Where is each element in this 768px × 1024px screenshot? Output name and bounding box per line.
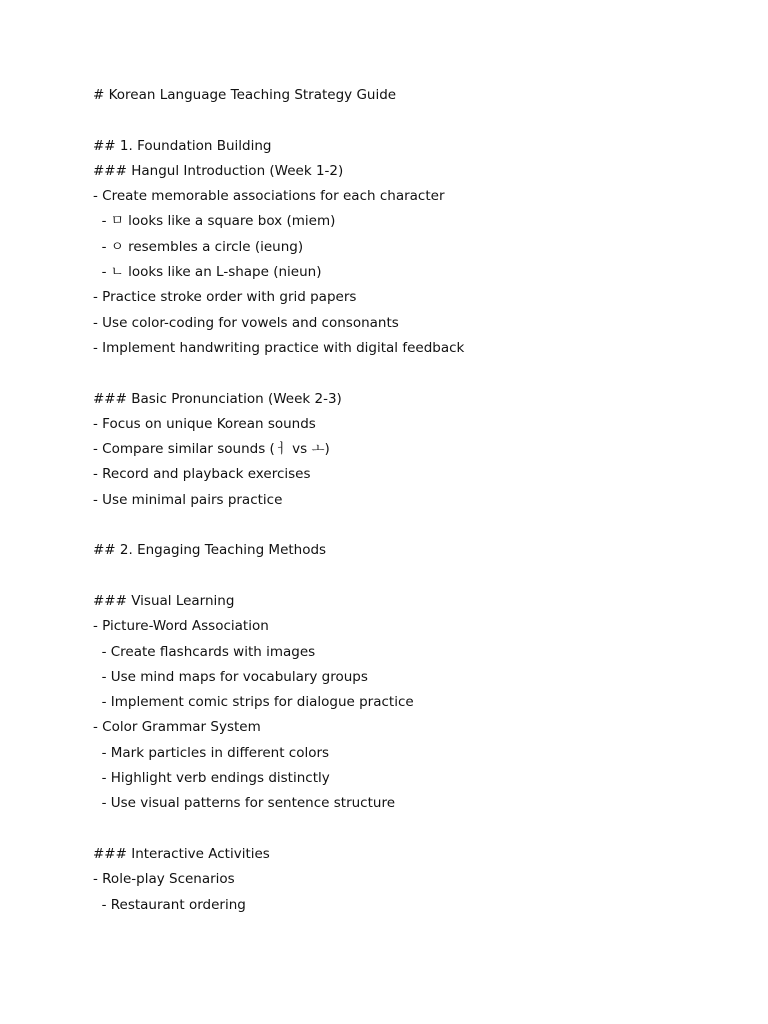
blank-line bbox=[93, 109, 733, 134]
list-item: - Picture-Word Association bbox=[93, 618, 269, 635]
blank-line bbox=[93, 818, 733, 843]
section-heading: ## 2. Engaging Teaching Methods bbox=[93, 542, 327, 559]
list-item: - Compare similar sounds (ㅓ vs ㅗ) bbox=[93, 441, 330, 458]
subsection-heading: ### Visual Learning bbox=[93, 592, 235, 609]
subsection-heading: ### Interactive Activities bbox=[93, 845, 270, 862]
blank-line bbox=[93, 514, 733, 539]
list-item: - Record and playback exercises bbox=[93, 466, 311, 483]
sub-list-item: - Restaurant ordering bbox=[93, 896, 246, 913]
subsection-heading: ### Basic Pronunciation (Week 2-3) bbox=[93, 390, 342, 407]
sub-list-item: - ㅇ resembles a circle (ieung) bbox=[93, 238, 304, 255]
sub-list-item: - Mark particles in different colors bbox=[93, 744, 330, 761]
sub-list-item: - Use mind maps for vocabulary groups bbox=[93, 668, 368, 685]
list-item: - Use minimal pairs practice bbox=[93, 491, 283, 508]
sub-list-item: - Implement comic strips for dialogue practice bbox=[93, 694, 414, 711]
blank-line bbox=[93, 565, 733, 590]
list-item: - Color Grammar System bbox=[93, 719, 261, 736]
list-item: - Practice stroke order with grid papers bbox=[93, 289, 357, 306]
subsection-heading: ### Hangul Introduction (Week 1-2) bbox=[93, 162, 344, 179]
section-heading: ## 1. Foundation Building bbox=[93, 137, 272, 154]
blank-line bbox=[93, 362, 733, 387]
list-item: - Create memorable associations for each character bbox=[93, 188, 445, 205]
document-title: # Korean Language Teaching Strategy Guide bbox=[93, 87, 397, 103]
sub-list-item: - Highlight verb endings distinctly bbox=[93, 770, 330, 787]
list-item: - Implement handwriting practice with digital feedback bbox=[93, 339, 465, 356]
list-item: - Use color-coding for vowels and consonants bbox=[93, 314, 399, 331]
document-page bbox=[93, 84, 733, 919]
sub-list-item: - Create flashcards with images bbox=[93, 643, 316, 660]
sub-list-item: - Use visual patterns for sentence structure bbox=[93, 795, 396, 812]
sub-list-item: - ㅁ looks like a square box (miem) bbox=[93, 213, 336, 230]
list-item: - Focus on unique Korean sounds bbox=[93, 415, 316, 432]
sub-list-item: - ㄴ looks like an L-shape (nieun) bbox=[93, 264, 322, 281]
list-item: - Role-play Scenarios bbox=[93, 871, 235, 888]
